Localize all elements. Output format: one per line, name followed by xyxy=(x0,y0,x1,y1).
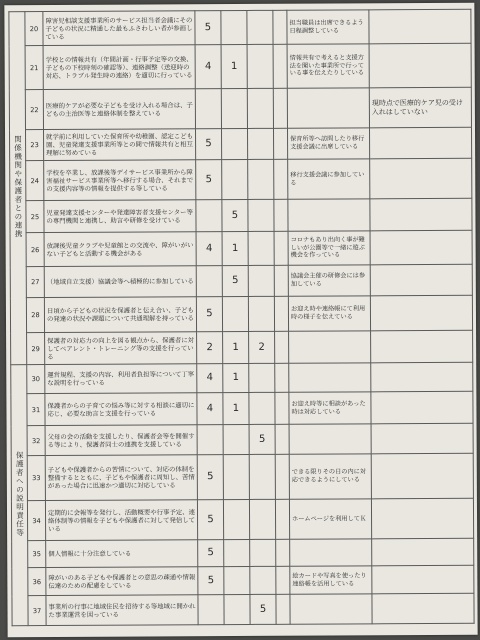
score-yes xyxy=(197,425,223,455)
item-number: 31 xyxy=(27,394,45,426)
item-text: 定期的に会報等を発行し、活動概要や行事予定、連絡体制等の情報を子どもや保護者に対して発信している xyxy=(45,500,197,541)
score-no xyxy=(250,566,276,594)
score-yes: 4 xyxy=(195,45,221,89)
score-yes xyxy=(196,266,222,297)
item-number: 34 xyxy=(27,501,45,541)
score-yes: 5 xyxy=(195,129,221,160)
score-unknown xyxy=(273,10,287,44)
score-unknown xyxy=(275,424,289,454)
section-label-text: 関係機関や保護者との連携 xyxy=(13,135,24,239)
score-unknown xyxy=(275,499,289,539)
score-no: 5 xyxy=(249,424,275,454)
table-row xyxy=(11,423,473,455)
score-neutral xyxy=(223,424,249,454)
score-no xyxy=(249,454,275,499)
improvement-note: ホームページを利用してＫ xyxy=(289,499,371,539)
improvement-note: できる限りその日の内に対応できるようにしている xyxy=(289,454,371,499)
score-yes: 5 xyxy=(198,540,224,567)
item-number: 29 xyxy=(27,333,45,365)
section-label xyxy=(9,12,27,365)
improvement-note: 協議会主催の研修会には参加している xyxy=(288,265,370,296)
improvement-note xyxy=(288,199,370,231)
item-number: 28 xyxy=(26,298,44,333)
side-note xyxy=(370,295,472,331)
item-text: 児童発達支援センターや発達障害者支援センター等の専門機関と連携し、助言や研修を受けている xyxy=(44,200,196,233)
score-yes: 5 xyxy=(196,160,222,200)
score-unknown xyxy=(276,539,290,566)
side-note xyxy=(369,127,471,159)
score-unknown xyxy=(276,566,290,594)
score-neutral: 1 xyxy=(222,231,248,265)
item-number: 24 xyxy=(26,161,44,201)
table-row xyxy=(10,198,472,232)
item-text: 学校を卒業し、放課後等デイサービス事業所から障害福祉サービス事業所等へ移行する場合、それまでの支援内容等の情報を提供する等している xyxy=(44,160,196,201)
score-unknown xyxy=(274,296,288,331)
item-number: 22 xyxy=(25,90,43,130)
improvement-note: お迎え時等に相談があった時は対応している xyxy=(289,392,371,424)
score-yes: 5 xyxy=(197,455,223,500)
table-row xyxy=(11,453,473,500)
document-page xyxy=(4,3,477,637)
score-neutral: 5 xyxy=(222,265,248,296)
section-label-text: 保護者への説明責任等 xyxy=(15,451,25,538)
improvement-note xyxy=(289,424,371,454)
score-no xyxy=(249,363,275,392)
score-no xyxy=(249,499,275,539)
score-unknown xyxy=(274,265,288,296)
score-yes: 2 xyxy=(197,332,223,364)
score-neutral xyxy=(221,128,247,159)
item-number: 36 xyxy=(28,568,46,596)
side-note xyxy=(371,391,473,424)
side-note xyxy=(371,453,473,499)
table-row xyxy=(10,127,472,160)
item-number: 26 xyxy=(26,233,44,267)
score-unknown xyxy=(274,159,288,199)
improvement-note xyxy=(290,594,372,624)
score-yes: 4 xyxy=(197,364,223,393)
side-note xyxy=(370,230,472,265)
side-note xyxy=(369,43,471,88)
improvement-note xyxy=(289,363,371,392)
item-text: 子どもや保護者からの苦情について、対応の体制を整備するとともに、子どもや保護者に周知し、苦情があった場合に迅速かつ適切に対応している xyxy=(45,455,197,501)
item-number: 25 xyxy=(26,201,44,233)
score-unknown xyxy=(274,199,288,231)
score-unknown xyxy=(275,331,289,363)
item-number: 30 xyxy=(27,365,45,394)
item-text: 個人情報に十分注意している xyxy=(46,540,198,568)
score-unknown xyxy=(273,44,287,88)
side-note xyxy=(372,565,474,594)
evaluation-table xyxy=(8,9,474,626)
score-unknown xyxy=(275,363,289,392)
score-yes xyxy=(195,89,221,129)
score-neutral: 1 xyxy=(223,363,249,392)
score-no xyxy=(247,128,273,159)
score-neutral xyxy=(222,296,248,331)
item-number: 35 xyxy=(28,541,46,568)
item-number: 32 xyxy=(27,426,45,456)
item-text: 医療的ケアが必要な子どもを受け入れる場合は、子どもの主治医等と連絡体制を整えている xyxy=(43,89,195,130)
table-row xyxy=(10,230,472,266)
side-note xyxy=(371,498,473,539)
side-note xyxy=(372,538,474,566)
score-no xyxy=(249,392,275,424)
side-note xyxy=(370,264,472,296)
table-row xyxy=(12,565,474,595)
improvement-note xyxy=(287,88,369,128)
item-text: 放課後児童クラブや児童館との交流や、障がいがいない子どもと活動する機会がある xyxy=(44,232,196,267)
score-yes: 4 xyxy=(197,393,223,425)
item-text: 保護者からの子育ての悩み等に対する相談に適切に応じ、必要な助言と支援を行っている xyxy=(45,393,197,426)
item-number: 21 xyxy=(25,46,43,90)
side-note xyxy=(372,593,474,624)
score-no xyxy=(248,231,274,265)
item-text: 日頃から子どもの状況を保護者と伝え合い、子どもの発達の状況や課題について共通理解を持っている xyxy=(44,297,196,333)
score-yes: 5 xyxy=(197,500,223,540)
score-neutral xyxy=(221,88,247,128)
score-neutral xyxy=(224,566,250,594)
table-row xyxy=(12,538,474,567)
score-unknown xyxy=(276,594,290,624)
score-no xyxy=(250,539,276,566)
score-neutral xyxy=(223,499,249,539)
table-row xyxy=(10,295,472,332)
table-row xyxy=(9,87,471,129)
table-row xyxy=(10,264,472,297)
item-text: 運営規程、支援の内容、利用者負担等について丁寧な説明を行っている xyxy=(45,364,197,394)
item-text: 障害児相談支援事業所のサービス担当者会議にその子どもの状況に精通した最もふさわしい者が参画している xyxy=(43,11,195,46)
score-no xyxy=(247,44,273,88)
score-yes: 4 xyxy=(196,232,222,266)
improvement-note: コロナもあり出向く事が難しいが公園等で一緒に遊ぶ機会を作っている xyxy=(288,231,370,265)
item-text: 学校との情報共有（年間計画・行事予定等の交換、子どもの下校時刻の確認等）、連絡調整（送迎時の対応、トラブル発生時の連絡）を適切に行っている xyxy=(43,45,195,90)
score-unknown xyxy=(275,454,289,499)
table-row xyxy=(10,158,472,200)
score-yes xyxy=(198,595,224,625)
item-text: 就学前に利用していた保育所や幼稚園、認定こども園、児童発達支援事業所等との間で情報共有と相互理解に努めている xyxy=(44,129,196,161)
score-neutral xyxy=(222,159,248,199)
improvement-note: 絵カードや写真を使ったり連絡帳を活用している xyxy=(290,566,372,594)
score-yes: 5 xyxy=(198,567,224,595)
table-row xyxy=(9,43,471,89)
improvement-note: お迎え時や連絡帳にて利用時の様子を伝えている xyxy=(288,296,370,331)
score-neutral: 1 xyxy=(223,392,249,424)
score-neutral xyxy=(224,539,250,566)
side-note xyxy=(371,362,473,392)
improvement-note: 移行支援会議に参加している xyxy=(288,159,370,199)
side-note xyxy=(371,330,473,363)
score-unknown xyxy=(273,88,287,128)
item-text: （地域自立支援）協議会等へ積極的に参加している xyxy=(44,266,196,298)
score-unknown xyxy=(275,392,289,424)
item-number: 23 xyxy=(26,130,44,161)
table-row xyxy=(11,362,473,393)
score-yes: 5 xyxy=(196,297,222,332)
score-neutral xyxy=(221,10,247,44)
score-neutral xyxy=(223,454,249,499)
section-label xyxy=(11,365,28,626)
score-no: 5 xyxy=(250,594,276,624)
side-note xyxy=(369,9,471,44)
item-number: 33 xyxy=(27,456,45,501)
score-no xyxy=(248,296,274,331)
score-yes: 5 xyxy=(195,11,221,45)
score-neutral xyxy=(224,594,250,624)
item-text: 父母の会の活動を支援したり、保護者会等を開催する等により、保護者同士の連携を支援している xyxy=(45,425,197,456)
score-no xyxy=(247,10,273,44)
item-number: 37 xyxy=(28,596,46,626)
score-neutral: 1 xyxy=(223,331,249,363)
score-no xyxy=(247,88,273,128)
improvement-note: 担当職員は出席できるよう日程調整している xyxy=(287,10,369,44)
score-neutral: 1 xyxy=(221,44,247,88)
improvement-note xyxy=(290,539,372,566)
item-text: 障がいのある子どもや保護者との意思の疎通や情報伝達のための配慮をしている xyxy=(46,567,198,596)
improvement-note: 情報共有で考えると支援方法を聞いた事業所で行っている事を伝えたりしている xyxy=(287,44,369,88)
score-no xyxy=(248,159,274,199)
score-neutral: 5 xyxy=(222,199,248,231)
item-text: 保護者の対応力の向上を図る観点から、保護者に対してペアレント・トレーニング等の支援を行っている xyxy=(45,332,197,365)
table-body xyxy=(9,9,474,625)
item-text: 事業所の行事に地域住民を招待する等地域に開かれた事業運営を図っている xyxy=(46,595,198,626)
score-no xyxy=(248,199,274,231)
improvement-note xyxy=(289,331,371,363)
table-row xyxy=(11,498,473,540)
score-yes xyxy=(196,200,222,232)
score-no: 2 xyxy=(249,331,275,363)
side-note xyxy=(370,198,472,231)
table-row xyxy=(11,330,473,364)
side-note xyxy=(371,423,473,454)
side-note: 現時点で医療的ケア児の受け入れはしていない xyxy=(369,87,471,128)
improvement-note: 保育所等へ訪問したり移行支援会議に出席している xyxy=(287,128,369,159)
score-no xyxy=(248,265,274,296)
table-row xyxy=(9,9,471,45)
side-note xyxy=(370,158,472,199)
item-number: 27 xyxy=(26,267,44,298)
score-unknown xyxy=(274,231,288,265)
table-row xyxy=(11,391,473,425)
item-number: 20 xyxy=(25,12,43,46)
table-row xyxy=(12,593,474,625)
score-unknown xyxy=(273,128,287,159)
